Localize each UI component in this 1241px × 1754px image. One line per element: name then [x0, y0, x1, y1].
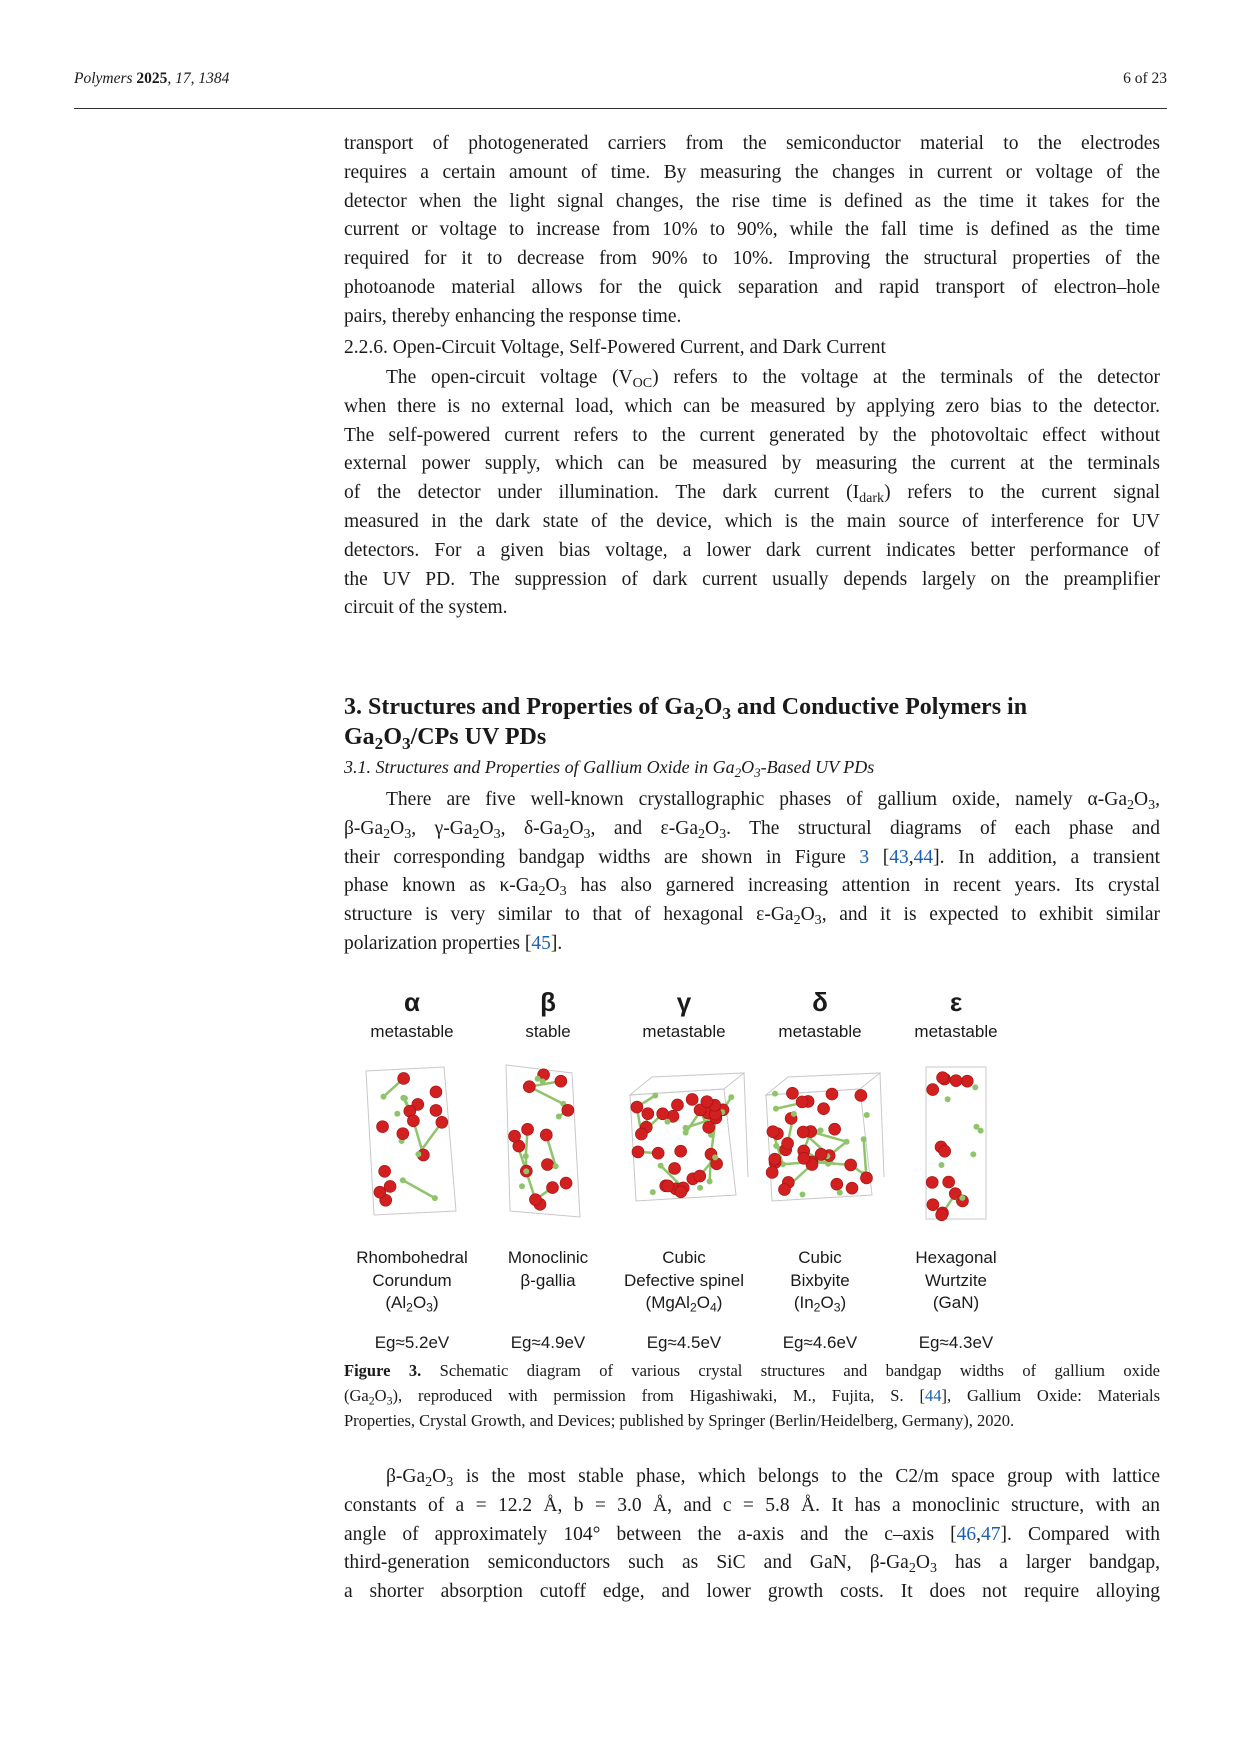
oxygen-atom: [797, 1126, 809, 1138]
oxygen-atom: [669, 1162, 681, 1174]
phase-symbol: β: [540, 987, 556, 1017]
unit-cell-outline: [630, 1073, 744, 1095]
subsection-title: 3.1. Structures and Properties of Gallium Oxide in $Ga_2O_3$-Based UV PDs: [344, 757, 875, 780]
text-line: The self-powered current refers to the current generated by the photovoltaic effect without: [344, 424, 1160, 446]
oxygen-atom: [632, 1146, 644, 1158]
gallium-atom: [939, 1162, 945, 1168]
gallium-atom: [664, 1119, 670, 1125]
gallium-atom: [540, 1078, 546, 1084]
oxygen-atom: [796, 1096, 808, 1108]
structure-prototype: Wurtzite (GaN): [924, 1271, 988, 1312]
citation-link[interactable]: 43: [889, 846, 909, 868]
gallium-atom: [556, 1113, 562, 1119]
structure-prototype: β-gallia: [520, 1271, 576, 1290]
page-header: [74, 70, 1167, 109]
text-line: a shorter absorption cutoff edge, and lower growth costs. It does not require alloying: [344, 1581, 1160, 1603]
oxygen-atom: [831, 1178, 843, 1190]
oxygen-atom: [950, 1075, 962, 1087]
structure-prototype: Defective spinel $(MgAl_2O_4)$: [623, 1271, 744, 1315]
text-line: their corresponding bandgap widths are shown in Figure 3 [43,44]. In addition, a transient: [344, 846, 1160, 868]
oxygen-atom: [786, 1087, 798, 1099]
oxygen-atom: [631, 1101, 643, 1113]
oxygen-atom: [701, 1096, 713, 1108]
crystal-system: Cubic: [798, 1248, 842, 1267]
phase-beta-column: [480, 985, 616, 1354]
oxygen-atom: [560, 1177, 572, 1189]
gallium-atom: [652, 1092, 658, 1098]
oxygen-atom: [939, 1145, 951, 1157]
gallium-atom: [818, 1127, 824, 1133]
gallium-atom: [683, 1130, 689, 1136]
text-line: detectors. For a given bias voltage, a lower dark current indicates better performance of: [344, 539, 1160, 561]
phase-stability: metastable: [914, 1022, 998, 1041]
text-line: pairs, thereby enhancing the response time.: [344, 305, 682, 327]
oxygen-atom: [379, 1165, 391, 1177]
oxygen-atom: [555, 1075, 567, 1087]
figure-3-caption: [344, 1358, 1160, 1433]
caption-label: Figure 3.: [344, 1361, 422, 1380]
oxygen-atom: [397, 1128, 409, 1140]
gallium-atom: [519, 1183, 525, 1189]
gallium-atom: [773, 1106, 779, 1112]
text-line: required for it to decrease from 90% to 10%. Improving the structural properties of the: [344, 248, 1160, 270]
crystal-system: Monoclinic: [507, 1248, 589, 1267]
crystal-structure-image: [344, 1059, 480, 1227]
paragraph-beta-phase: [344, 1463, 1160, 1607]
oxygen-atom: [430, 1086, 442, 1098]
journal-year: 2025: [136, 70, 168, 87]
caption-line: $(Ga_2O_3)$, reproduced with permission from Higashiwaki, M., Fujita, S. [44], Gallium Oxide: Materials: [344, 1386, 1160, 1408]
crystal-system: Cubic: [662, 1248, 706, 1267]
gallium-atom: [864, 1112, 870, 1118]
crystal-structure-image: [888, 1059, 1024, 1227]
text-line: measured in the dark state of the device, which is the main source of interference for UV: [344, 510, 1160, 532]
text-line: $\beta-Ga_2O_3$, $\gamma-Ga_2O_3$, $\delta-Ga_2O_3$, and $\varepsilon-Ga_2O_3$. The structural diagrams of each phase and: [344, 817, 1161, 842]
caption-line: Properties, Crystal Growth, and Devices; published by Springer (Berlin/Heidelberg, Germany), 2020.: [344, 1411, 1015, 1430]
oxygen-atom: [943, 1176, 955, 1188]
text-line: angle of approximately 104° between the a-axis and the c–axis [46,47]. Compared with: [344, 1523, 1160, 1545]
oxygen-atom: [547, 1182, 559, 1194]
paragraph-response-time: [344, 130, 1160, 332]
gallium-atom: [658, 1163, 664, 1169]
unit-cell-outline: [744, 1073, 748, 1177]
oxygen-atom: [927, 1199, 939, 1211]
text-line: The open-circuit voltage $(V_{OC})$ refers to the voltage at the terminals of the detector: [386, 367, 1160, 392]
journal-volume: , 17, 1384: [167, 70, 230, 87]
bandgap-label: Eg≈4.3eV: [918, 1333, 994, 1352]
figure-link[interactable]: 3: [859, 846, 870, 868]
page-number: 6 of 23: [1123, 70, 1167, 87]
oxygen-atom: [562, 1104, 574, 1116]
oxygen-atom: [675, 1186, 687, 1198]
gallium-atom: [773, 1143, 779, 1149]
structure-prototype: Bixbyite $(In_2O_3)$: [790, 1271, 850, 1315]
caption-line: Figure 3. Schematic diagram of various crystal structures and bandgap widths of gallium oxide: [344, 1361, 1160, 1380]
text-line: circuit of the system.: [344, 597, 508, 619]
text-line: third-generation semiconductors such as SiC and GaN, $\beta-Ga_2O_3$ has a larger bandgap,: [344, 1552, 1160, 1577]
text-line: of the detector under illumination. The dark current $(I_{dark})$ refers to the current signal: [344, 482, 1160, 507]
phase-alpha-column: [344, 985, 480, 1354]
text-line: requires a certain amount of time. By measuring the changes in current or voltage of the: [344, 161, 1160, 183]
text-line: structure is very similar to that of hexagonal $\varepsilon-Ga_2O_3$, and it is expected to exhibit similar: [344, 904, 1160, 929]
citation-link[interactable]: 44: [924, 1386, 942, 1405]
bandgap-label: Eg≈4.6eV: [782, 1333, 858, 1352]
text-line: constants of a = 12.2 Å, b = 3.0 Å, and c = 5.8 Å. It has a monoclinic structure, with an: [344, 1494, 1160, 1516]
oxygen-atom: [829, 1123, 841, 1135]
phase-stability: metastable: [642, 1022, 726, 1041]
oxygen-atom: [377, 1121, 389, 1133]
gallium-atom: [772, 1091, 778, 1097]
gallium-atom: [959, 1195, 965, 1201]
oxygen-atom: [936, 1209, 948, 1221]
text-line: transport of photogenerated carriers from the semiconductor material to the electrodes: [344, 133, 1160, 154]
gallium-atom: [523, 1168, 529, 1174]
oxygen-atom: [635, 1128, 647, 1140]
citation-link[interactable]: 47: [981, 1523, 1001, 1545]
oxygen-atom: [384, 1180, 396, 1192]
text-line: detector when the light signal changes, the rise time is defined as the time it takes for the: [344, 190, 1160, 212]
oxygen-atom: [686, 1093, 698, 1105]
gallium-atom: [861, 1136, 867, 1142]
oxygen-atom: [662, 1180, 674, 1192]
phase-stability: metastable: [778, 1022, 862, 1041]
gallium-atom: [791, 1111, 797, 1117]
paragraph-crystal-phases: [344, 786, 1160, 959]
phase-symbol: α: [404, 987, 420, 1017]
section-heading-3: [344, 692, 1160, 752]
phase-symbol: ε: [949, 987, 963, 1017]
paragraph-open-circuit: [344, 364, 1160, 623]
oxygen-atom: [540, 1129, 552, 1141]
oxygen-atom: [509, 1130, 521, 1142]
text-line: $\beta-Ga_2O_3$ is the most stable phase, which belongs to the C2/m space group with lattice: [386, 1466, 1160, 1491]
oxygen-atom: [855, 1089, 867, 1101]
phase-delta-column: [752, 985, 888, 1354]
oxygen-atom: [767, 1126, 779, 1138]
journal-name: Polymers: [74, 70, 133, 87]
oxygen-atom: [436, 1116, 448, 1128]
oxygen-atom: [937, 1072, 949, 1084]
oxygen-atom: [766, 1166, 778, 1178]
phase-gamma-column: [616, 985, 752, 1354]
oxygen-atom: [798, 1152, 810, 1164]
subsection-heading-2-2-6: [344, 337, 1160, 359]
gallium-atom: [697, 1185, 703, 1191]
oxygen-atom: [927, 1084, 939, 1096]
oxygen-atom: [522, 1123, 534, 1135]
phase-symbol: δ: [812, 987, 828, 1017]
oxygen-atom: [541, 1159, 553, 1171]
text-line: the UV PD. The suppression of dark current usually depends largely on the preamplifier: [344, 568, 1160, 590]
text-line: polarization properties [45].: [344, 932, 563, 954]
oxygen-atom: [694, 1170, 706, 1182]
text-line: phase known as $\kappa-Ga_2O_3$ has also garnered increasing attention in recent years. Its crystal: [344, 875, 1160, 900]
gallium-atom: [972, 1084, 978, 1090]
crystal-structure-image: [616, 1059, 752, 1227]
oxygen-atom: [845, 1159, 857, 1171]
oxygen-atom: [657, 1108, 669, 1120]
oxygen-atom: [815, 1148, 827, 1160]
gallium-atom: [970, 1151, 976, 1157]
oxygen-atom: [826, 1088, 838, 1100]
phase-stability: metastable: [370, 1022, 454, 1041]
figure-3: [344, 985, 1024, 1352]
gallium-atom: [432, 1195, 438, 1201]
crystal-system: Rhombohedral: [356, 1248, 468, 1267]
citation-link[interactable]: 46: [956, 1523, 977, 1545]
oxygen-atom: [398, 1072, 410, 1084]
oxygen-atom: [778, 1183, 790, 1195]
gallium-atom: [837, 1190, 843, 1196]
gallium-atom: [415, 1151, 421, 1157]
gallium-atom: [523, 1153, 529, 1159]
oxygen-atom: [860, 1172, 872, 1184]
oxygen-atom: [671, 1099, 683, 1111]
oxygen-atom: [782, 1137, 794, 1149]
oxygen-atom: [818, 1103, 830, 1115]
oxygen-atom: [642, 1108, 654, 1120]
structure-prototype: Corundum $(Al_2O_3)$: [372, 1271, 452, 1315]
gallium-atom: [799, 1191, 805, 1197]
oxygen-atom: [675, 1145, 687, 1157]
gallium-atom: [400, 1177, 406, 1183]
text-line: There are five well-known crystallographic phases of gallium oxide, namely $\alpha-Ga_2O_3$,: [386, 789, 1160, 814]
text-line: external power supply, which can be measured by measuring the current at the terminals: [344, 453, 1160, 475]
phase-symbol: γ: [676, 987, 692, 1017]
gallium-atom: [712, 1154, 718, 1160]
oxygen-atom: [407, 1115, 419, 1127]
gallium-atom: [707, 1178, 713, 1184]
oxygen-atom: [703, 1121, 715, 1133]
oxygen-atom: [926, 1176, 938, 1188]
crystal-structure-image: [480, 1059, 616, 1227]
gallium-atom: [394, 1111, 400, 1117]
gallium-atom: [973, 1124, 979, 1130]
text-line: current or voltage to increase from 10% to 90%, while the fall time is defined as the time: [344, 219, 1160, 241]
oxygen-atom: [769, 1153, 781, 1165]
citation-link[interactable]: 45: [531, 932, 551, 954]
text-line: when there is no external load, which can be measured by applying zero bias to the detector.: [344, 395, 1160, 417]
crystal-structure-image: [752, 1059, 888, 1227]
gallium-atom: [945, 1096, 951, 1102]
bandgap-label: Eg≈4.5eV: [646, 1333, 722, 1352]
gallium-atom: [844, 1139, 850, 1145]
subsection-title: 2.2.6. Open-Circuit Voltage, Self-Powered Current, and Dark Current: [344, 337, 886, 358]
bandgap-label: Eg≈4.9eV: [510, 1333, 586, 1352]
subsection-heading-3-1: [344, 757, 1160, 778]
gallium-atom: [402, 1095, 408, 1101]
gallium-atom: [553, 1163, 559, 1169]
oxygen-atom: [529, 1194, 541, 1206]
section-title: 3. Structures and Properties of $Ga_2O_3$ and Conductive Polymers in $Ga_2O_3$/CPs UV PDs: [344, 694, 1028, 754]
bond: [403, 1180, 435, 1198]
gallium-atom: [650, 1189, 656, 1195]
citation-link[interactable]: 44: [913, 846, 934, 868]
oxygen-atom: [961, 1075, 973, 1087]
oxygen-atom: [430, 1104, 442, 1116]
phase-epsilon-column: [888, 985, 1024, 1354]
oxygen-atom: [652, 1147, 664, 1159]
bandgap-label: Eg≈5.2eV: [374, 1333, 450, 1352]
unit-cell-outline: [880, 1073, 884, 1177]
gallium-atom: [728, 1094, 734, 1100]
gallium-atom: [381, 1094, 387, 1100]
journal-citation: [74, 70, 229, 88]
oxygen-atom: [523, 1081, 535, 1093]
text-line: photoanode material allows for the quick separation and rapid transport of electron–hole: [344, 276, 1160, 298]
crystal-system: Hexagonal: [915, 1248, 997, 1267]
oxygen-atom: [846, 1182, 858, 1194]
phase-stability: stable: [525, 1022, 571, 1041]
